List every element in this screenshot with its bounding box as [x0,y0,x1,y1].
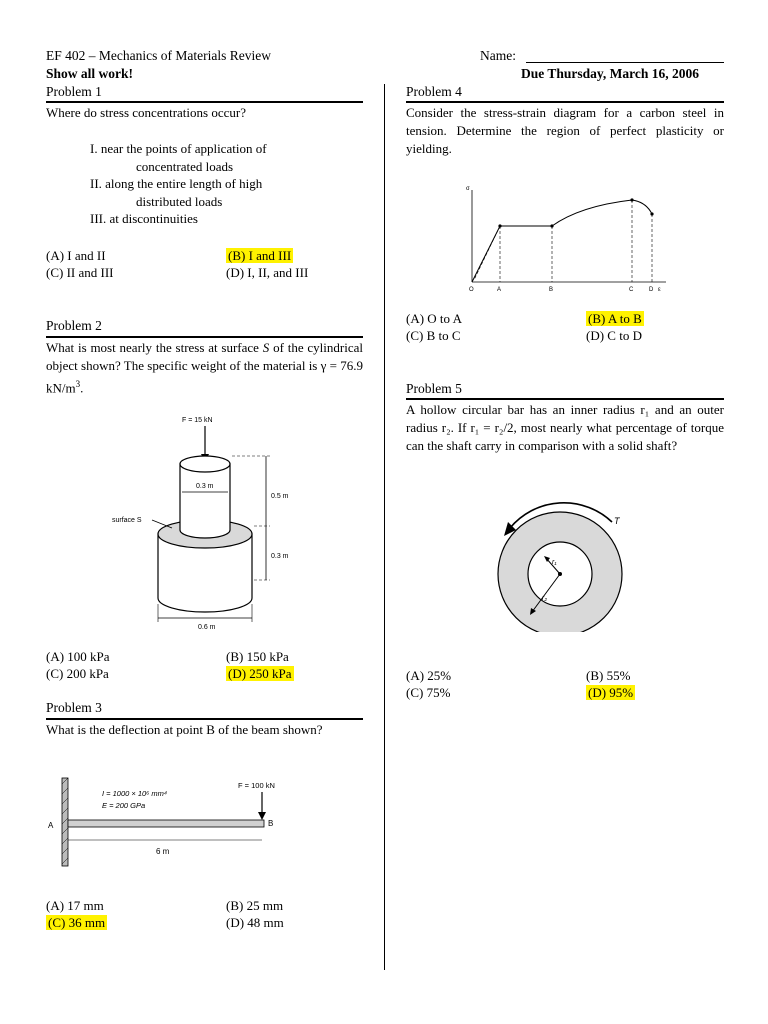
problem-3-rule [46,718,363,720]
height-top-label: 0.5 m [271,493,289,500]
problem-5-question: A hollow circular bar has an inner radius r₁ and an outer radius r₂. If r₁ = r₂/2, most nearly what percentage of torque can the shaft carry in comparison with a solid shaft? [406,402,724,453]
p3-choice-a: (A) 17 mm [46,898,104,913]
p1-choice-d: (D) I, II, and III [226,265,309,280]
p5-choice-a: (A) 25% [406,668,452,683]
height-bottom-label: 0.3 m [271,553,289,560]
p1-choice-b: (B) I and III [228,248,292,263]
point-b-label: B [549,287,554,293]
point-a-label: A [48,821,54,830]
p3-choice-c: (C) 36 mm [48,915,106,930]
problem-2-title: Problem 2 [46,318,102,333]
list-item: distributed loads [136,193,223,209]
problem-1-question: Where do stress concentrations occur? [46,105,246,120]
p2-choice-c: (C) 200 kPa [46,666,109,681]
torque-label: T [614,516,620,526]
p2-choice-a: (A) 100 kPa [46,649,110,664]
p1-choice-c: (C) II and III [46,265,114,280]
problem-4-question: Consider the stress-strain diagram for a carbon steel in tension. Determine the region of perfect plasticity or yielding. [406,105,724,156]
cylinder-figure [108,408,308,634]
r1-label: r₁ [552,559,557,566]
p3-choice-b: (B) 25 mm [226,898,284,913]
p5-choice-c: (C) 75% [406,685,451,700]
point-o-label: O [469,287,474,293]
p4-choice-c: (C) B to C [406,328,461,343]
point-d-label: D [649,287,654,293]
force-label: F = 15 kN [182,417,213,424]
p2-choice-b: (B) 150 kPa [226,649,289,664]
p4-choice-d: (D) C to D [586,328,642,343]
name-line [526,62,724,63]
due-date: Due Thursday, March 16, 2006 [521,66,700,81]
surface-label: surface S [112,517,142,524]
p5-choice-d: (D) 95% [588,685,634,700]
point-c-label: C [629,287,634,293]
modulus-label: E = 200 GPa [102,801,146,810]
problem-4-rule [406,101,724,103]
problem-4-title: Problem 4 [406,84,462,99]
stress-strain-figure [460,180,680,298]
problem-1-title: Problem 1 [46,84,102,99]
problem-3-question: What is the deflection at point B of the beam shown? [46,722,323,737]
problem-5-rule [406,398,724,400]
list-item: II. along the entire length of high [90,176,263,191]
p5-choice-b: (B) 55% [586,668,631,683]
list-item: concentrated loads [136,158,234,174]
epsilon-label: ε [658,287,661,293]
p1-choice-a: (A) I and II [46,248,106,263]
dia-bottom-label: 0.6 m [198,624,216,631]
p2-choice-d: (D) 250 kPa [228,666,292,681]
course-title: EF 402 – Mechanics of Materials Review [46,48,271,63]
p4-choice-a: (A) O to A [406,311,462,326]
inertia-label: I = 1000 × 10⁶ mm⁴ [102,789,168,798]
problem-1-rule [46,101,363,103]
hollow-shaft-figure [494,500,630,632]
problem-1-list [90,140,267,228]
p4-choice-b: (B) A to B [588,311,642,326]
name-label: Name: [480,48,516,63]
p3-choice-d: (D) 48 mm [226,915,284,930]
length-label: 6 m [156,847,170,856]
show-work-note: Show all work! [46,66,134,81]
problem-5-title: Problem 5 [406,381,462,396]
list-item: I. near the points of application of [90,141,267,156]
column-divider [384,84,385,970]
force-label: F = 100 kN [238,781,275,790]
point-b-label: B [268,819,274,828]
list-item: III. at discontinuities [90,211,198,226]
r2-label: r₂ [542,595,548,602]
problem-3-title: Problem 3 [46,700,102,715]
problem-2-rule [46,336,363,338]
sigma-label: σ [466,186,470,192]
problem-2-question: What is most nearly the stress at surface S of the cylindrical object shown? The specific weight of the material is γ = 76.9 $kN/m^3$. [46,340,363,396]
beam-figure [42,772,292,872]
point-a-label: A [497,287,502,293]
dia-top-label: 0.3 m [196,483,214,490]
